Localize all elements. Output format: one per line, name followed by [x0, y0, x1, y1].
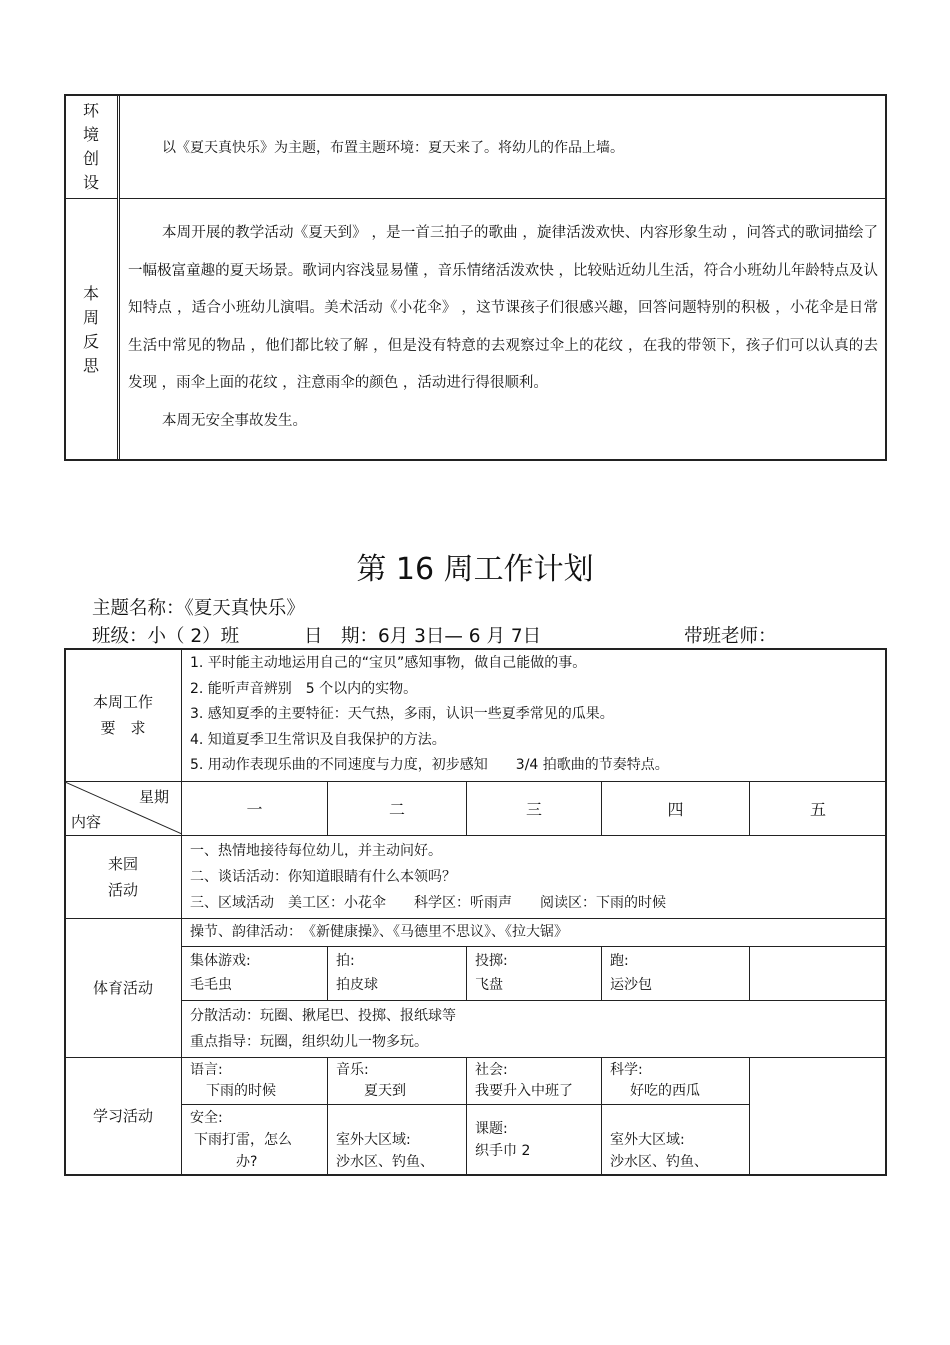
study-topic: 下雨的时候	[206, 1082, 276, 1099]
study-subject: 语言:	[190, 1061, 223, 1078]
pe-game-name: 飞盘	[475, 976, 503, 993]
pe-rhythm: 操节、韵律活动： 《新健康操》、《马德里不思议》、《拉大锯》	[182, 918, 887, 946]
requirements-list	[182, 649, 887, 782]
study-topic: 沙水区、钓鱼、	[610, 1153, 708, 1170]
pe-game-name: 拍皮球	[336, 976, 378, 993]
arrival-label	[65, 835, 182, 918]
study-cell	[182, 1057, 328, 1104]
study-topic: 下雨打雷，怎么	[194, 1131, 292, 1148]
day-friday: 五	[750, 781, 887, 835]
arrival-label-line: 来园	[107, 854, 138, 873]
study-subject: 音乐:	[336, 1061, 369, 1078]
study-cell	[602, 1104, 750, 1175]
pe-game-cell	[328, 946, 467, 1000]
reflect-safety: 本周无安全事故发生。	[162, 412, 307, 429]
study-topic: 夏天到	[364, 1082, 406, 1099]
study-topic: 织手巾 2	[475, 1142, 531, 1159]
study-cell	[602, 1057, 750, 1104]
reflect-label	[65, 199, 119, 461]
pe-game-name: 运沙包	[610, 976, 652, 993]
study-cell	[467, 1057, 602, 1104]
day-tuesday: 二	[328, 781, 467, 835]
reflect-text	[119, 199, 887, 461]
study-topic: 办?	[236, 1153, 258, 1170]
requirement-item: 1. 平时能主动地运用自己的“宝贝”感知事物，做自己能做的事。	[190, 655, 587, 671]
reflect-paragraph: 本周开展的教学活动《夏天到》 ，是一首三拍子的歌曲 ，旋律活泼欢快、内容形象生动 ，问答式的歌词描绘了一幅极富童趣的夏天场景。歌词内容浅显易懂 ，音乐情绪活泼欢快 ，比较贴近幼儿生活，符合小班幼儿年龄特点及认知特点 ，适合小班幼儿演唱。美术活动《小花伞》 ，这节课孩子们很感兴趣，回答问题特别的积极 ，小花伞是日常生活中常见的物品 ，他们都比较了解 ，但是没有特意的去观察过伞上的花纹 ，在我的带领下，孩子们可以认真的去发现 ，雨伞上面的花纹 ，注意雨伞的颜色 ，活动进行得很顺利。	[128, 225, 878, 391]
pe-game-type: 跑:	[610, 952, 629, 969]
teacher-line: 带班老师：	[684, 626, 777, 647]
diagonal-header-cell	[65, 781, 182, 835]
header-weekday: 星期	[138, 788, 169, 806]
arrival-label-line: 活动	[107, 880, 138, 899]
pe-free-activity	[182, 1000, 887, 1057]
reflect-label-char: 反	[82, 331, 99, 351]
pe-game-type: 投掷:	[475, 952, 508, 969]
reflect-label-char: 思	[82, 355, 99, 375]
requirements-label-line: 本周工作	[92, 692, 153, 711]
study-subject: 室外大区域:	[336, 1131, 411, 1148]
pe-free-line: 重点指导：玩圈，组织幼儿一物多玩。	[190, 1033, 428, 1050]
arrival-item: 二、谈话活动：你知道眼睛有什么本领吗？	[190, 868, 456, 885]
pe-game-type: 集体游戏:	[190, 952, 251, 969]
requirements-label	[65, 649, 182, 782]
requirement-item: 3. 感知夏季的主要特征：天气热，多雨，认识一些夏季常见的瓜果。	[190, 706, 614, 722]
date-line: 日 期：6月 3日— 6 月 7日	[304, 626, 542, 647]
study-cell	[182, 1104, 328, 1175]
arrival-item: 三、区域活动 美工区：小花伞 科学区：听雨声 阅读区：下雨的时候	[190, 894, 666, 911]
study-cell	[328, 1057, 467, 1104]
study-subject: 科学:	[610, 1061, 643, 1078]
day-monday: 一	[182, 781, 328, 835]
pe-game-name: 毛毛虫	[190, 976, 232, 993]
theme-line: 主题名称：《夏天真快乐》	[92, 598, 305, 619]
pe-game-cell	[182, 946, 328, 1000]
study-cell	[467, 1104, 602, 1175]
study-subject: 社会:	[475, 1061, 508, 1078]
arrival-item: 一、热情地接待每位幼儿，并主动问好。	[190, 842, 442, 859]
page-title: 第 16 周工作计划	[356, 552, 594, 587]
pe-game-cell	[602, 946, 750, 1000]
pe-label: 体育活动	[65, 918, 182, 1057]
reflect-label-char: 本	[82, 283, 99, 303]
pe-free-line: 分散活动：玩圈、揪尾巴、投掷、报纸球等	[190, 1007, 456, 1024]
requirement-item: 2. 能听声音辨别 5 个以内的实物。	[190, 680, 418, 697]
study-topic: 沙水区、钓鱼、	[336, 1153, 434, 1170]
study-cell-empty	[750, 1057, 887, 1175]
study-topic: 好吃的西瓜	[630, 1082, 700, 1099]
arrival-content	[182, 835, 887, 918]
study-subject: 课题:	[475, 1120, 508, 1137]
requirement-item: 5. 用动作表现乐曲的不同速度与力度，初步感知 3/4 拍歌曲的节奏特点。	[190, 757, 669, 773]
pe-game-type: 拍:	[336, 952, 355, 969]
study-label: 学习活动	[65, 1057, 182, 1175]
requirements-label-line: 要 求	[100, 718, 146, 737]
day-wednesday: 三	[467, 781, 602, 835]
reflect-label-char: 周	[82, 307, 99, 327]
env-label-char: 设	[82, 172, 99, 192]
day-thursday: 四	[602, 781, 750, 835]
env-label-char: 境	[82, 124, 99, 144]
study-subject: 室外大区域:	[610, 1131, 685, 1148]
env-text: 以《夏天真快乐》为主题，布置主题环境：夏天来了。将幼儿的作品上墙。	[119, 95, 887, 199]
study-subject: 安全:	[190, 1109, 223, 1126]
study-cell	[328, 1104, 467, 1175]
requirement-item: 4. 知道夏季卫生常识及自我保护的方法。	[190, 731, 446, 748]
weekly-plan-table	[64, 648, 887, 1176]
env-label	[65, 95, 119, 199]
env-label-char: 环	[82, 100, 99, 120]
pe-game-cell-empty	[750, 946, 887, 1000]
env-label-char: 创	[82, 148, 99, 168]
header-content: 内容	[71, 813, 102, 831]
reflection-table	[64, 94, 887, 461]
pe-game-cell	[467, 946, 602, 1000]
study-topic: 我要升入中班了	[475, 1082, 573, 1099]
class-line: 班级：小（ 2）班	[92, 626, 240, 647]
